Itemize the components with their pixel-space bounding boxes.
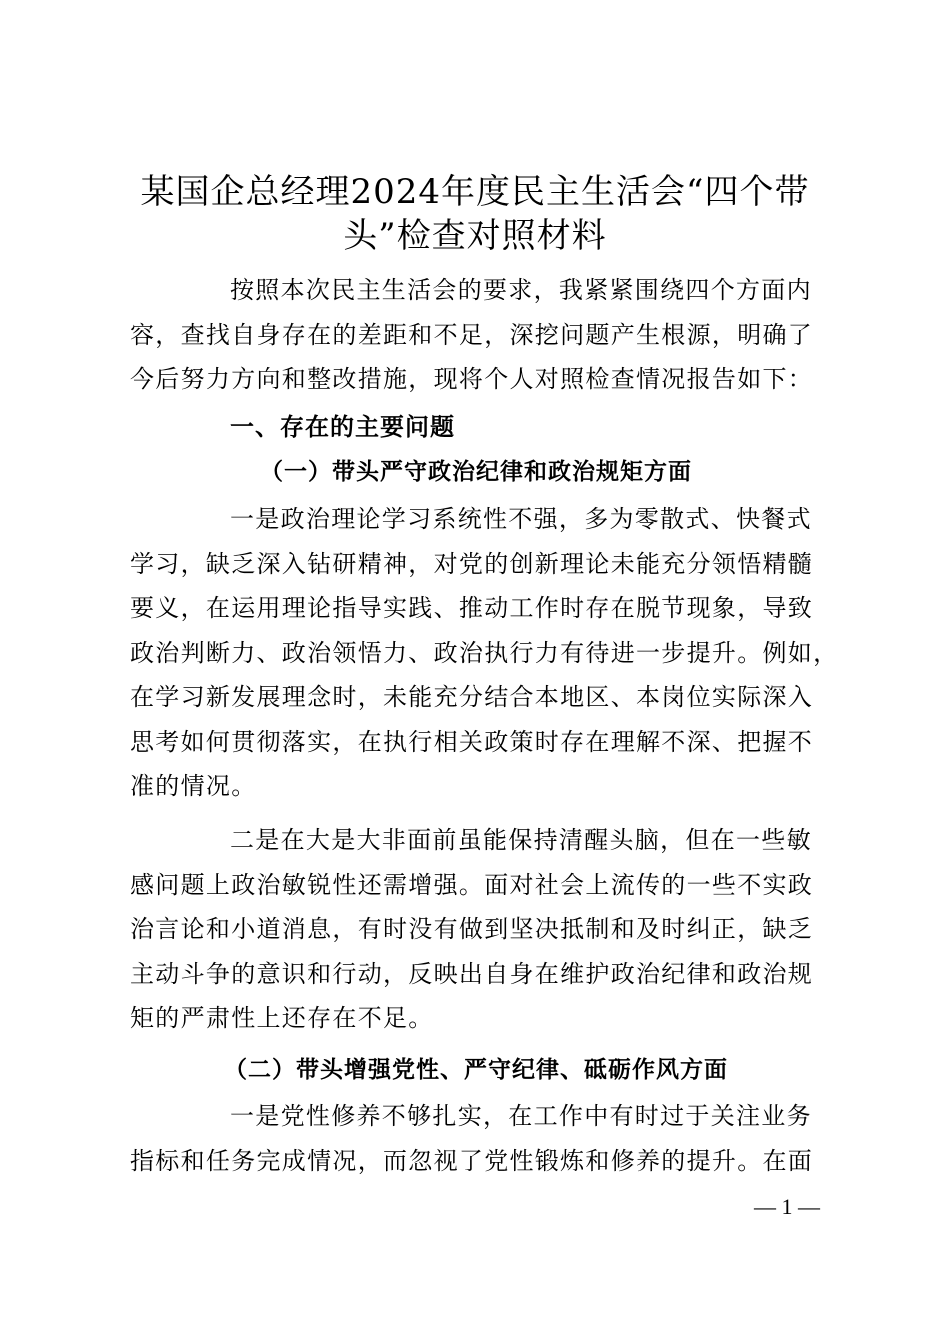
intro-line-2: 容，查找自身存在的差距和不足，深挖问题产生根源，明确了	[130, 320, 814, 349]
para1-line-1: 一是政治理论学习系统性不强，多为零散式、快餐式	[230, 505, 812, 533]
para1-line-2: 学习，缺乏深入钻研精神，对党的创新理论未能充分领悟精髓	[130, 549, 814, 578]
para1-line-4: 政治判断力、政治领悟力、政治执行力有待进一步提升。例如，	[130, 638, 839, 667]
para2-line-1: 二是在大是大非面前虽能保持清醒头脑，但在一些敏	[230, 826, 812, 854]
intro-paragraph	[130, 268, 822, 402]
paragraph-1	[130, 497, 839, 809]
para1-line-7: 准的情况。	[130, 772, 257, 800]
para2-line-3: 治言论和小道消息，有时没有做到坚决抵制和及时纠正，缺乏	[130, 915, 814, 943]
para1-line-5: 在学习新发展理念时，未能充分结合本地区、本岗位实际深入	[130, 683, 814, 711]
intro-line-3: 今后努力方向和整改措施，现将个人对照检查情况报告如下：	[130, 365, 814, 393]
title-line-2: 头”检查对照材料	[343, 216, 607, 256]
paragraph-3	[130, 1094, 822, 1183]
para2-line-4: 主动斗争的意识和行动，反映出自身在维护政治纪律和政治规	[130, 959, 814, 988]
para1-line-6: 思考如何贯彻落实，在执行相关政策时存在理解不深、把握不	[130, 727, 814, 756]
section-heading-1: 一、存在的主要问题	[230, 413, 455, 441]
para2-line-5: 矩的严肃性上还存在不足。	[130, 1004, 434, 1032]
para1-line-3: 要义，在运用理论指导实践、推动工作时存在脱节现象，导致	[130, 594, 814, 622]
title-line-1: 某国企总经理2024年度民主生活会“四个带	[140, 172, 810, 212]
para2-line-2: 感问题上政治敏锐性还需增强。面对社会上流传的一些不实政	[130, 870, 814, 899]
intro-line-1: 按照本次民主生活会的要求，我紧紧围绕四个方面内	[230, 276, 812, 304]
paragraph-2	[130, 818, 822, 1041]
para3-line-1: 一是党性修养不够扎实，在工作中有时过于关注业务	[230, 1102, 812, 1130]
page-number: — 1 —	[754, 1194, 820, 1219]
sub-heading-2: （二）带头增强党性、严守纪律、砥砺作风方面	[224, 1056, 728, 1083]
sub-heading-1: （一）带头严守政治纪律和政治规矩方面	[260, 458, 692, 485]
document-title	[120, 170, 830, 258]
para3-line-2: 指标和任务完成情况，而忽视了党性锻炼和修养的提升。在面	[130, 1146, 814, 1175]
